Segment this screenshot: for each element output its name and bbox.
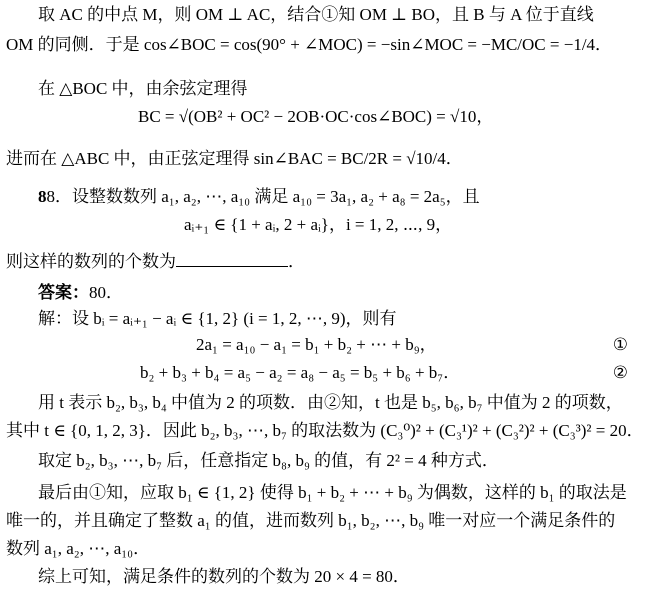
equation-2: b₂ + b₃ + b₄ = a₅ − a₂ = a₈ − a₅ = b₅ + b₆ + b₇． [140, 363, 461, 382]
text-line-1: 取 AC 的中点 M，则 OM ⊥ AC，结合①知 OM ⊥ BO，且 B 与 A 位于直线 [38, 5, 594, 24]
text-line-b1: 最后由①知，应取 b₁ ∈ {1, 2} 使得 b₁ + b₂ + ⋯ + b₉ 为偶数，这样的 b₁ 的取法是 [38, 483, 627, 502]
text-line-3: 在 △BOC 中，由余弦定理得 [38, 79, 248, 98]
text-line-t-def: 用 t 表示 b₂, b₃, b₄ 中值为 2 的项数．由②知，t 也是 b₅, b₆, b₇ 中值为 2 的项数， [38, 393, 623, 412]
problem-number: 8 [38, 187, 47, 206]
answer-label: 答案： [38, 283, 89, 302]
answer-value: 80． [89, 283, 123, 302]
answer-line [38, 282, 123, 304]
display-equation-cosine-law: BC = √(OB² + OC² − 2OB·OC·cos∠BOC) = √10， [138, 107, 494, 126]
text-line-b8-b9: 取定 b₂, b₃, ⋯, b₇ 后，任意指定 b₈, b₉ 的值，有 2² = 4 种方式． [38, 451, 499, 470]
problem-8-condition: aᵢ₊₁ ∈ {1 + aᵢ, 2 + aᵢ}，i = 1, 2, ⋯, 9， [184, 215, 453, 234]
problem-8-statement [38, 186, 480, 208]
text-line-2: OM 的同侧．于是 cos∠BOC = cos(90° + ∠MOC) = −sin∠MOC = −MC/OC = −1/4． [6, 35, 613, 54]
equation-2-marker: ② [612, 363, 628, 382]
solution-intro: 解：设 bᵢ = aᵢ₊₁ − aᵢ ∈ {1, 2} (i = 1, 2, ⋯, 9)，则有 [38, 309, 397, 328]
text-line-conclusion: 综上可知，满足条件的数列的个数为 20 × 4 = 80． [38, 567, 410, 586]
equation-1-marker: ① [612, 335, 628, 354]
answer-blank [176, 250, 288, 267]
problem-8-question: 则这样的数列的个数为 ． [6, 252, 305, 271]
text-line-sequence: 数列 a₁, a₂, ⋯, a₁₀． [6, 539, 151, 558]
text-line-5: 进而在 △ABC 中，由正弦定理得 sin∠BAC = BC/2R = √10/4． [6, 149, 463, 168]
text-line-combination: 其中 t ∈ {0, 1, 2, 3}．因此 b₂, b₃, ⋯, b₇ 的取法数为 (C₃⁰)² + (C₃¹)² + (C₃²)² + (C₃³)² = 20． [6, 421, 644, 440]
text-line-unique: 唯一的，并且确定了整数 a₁ 的值，进而数列 b₁, b₂, ⋯, b₉ 唯一对应一个满足条件的 [6, 511, 616, 530]
question-text: 则这样的数列的个数为 [6, 252, 176, 271]
equation-1: 2a₁ = a₁₀ − a₁ = b₁ + b₂ + ⋯ + b₉， [196, 335, 437, 354]
problem-8-text: 8．设整数数列 a₁, a₂, ⋯, a₁₀ 满足 a₁₀ = 3a₁, a₂ + a₈ = 2a₅，且 [46, 187, 480, 206]
